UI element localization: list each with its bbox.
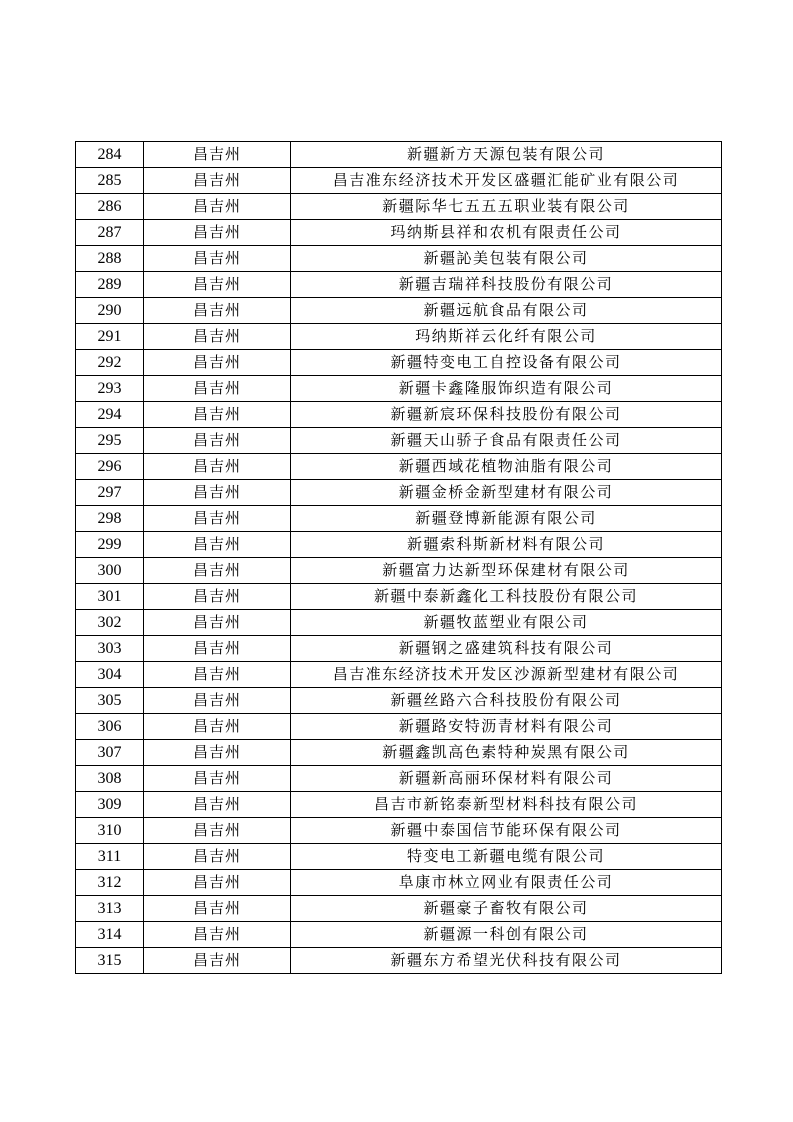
company-name-cell: 新疆西域花植物油脂有限公司 [291, 454, 722, 480]
table-row [76, 896, 722, 922]
table-row [76, 870, 722, 896]
region-cell: 昌吉州 [144, 792, 291, 818]
row-number-cell: 310 [76, 818, 144, 844]
row-number-cell: 286 [76, 194, 144, 220]
row-number-cell: 304 [76, 662, 144, 688]
company-name-cell: 新疆新方天源包装有限公司 [291, 142, 722, 168]
row-number-cell: 301 [76, 584, 144, 610]
region-cell: 昌吉州 [144, 532, 291, 558]
row-number-cell: 303 [76, 636, 144, 662]
table-row [76, 610, 722, 636]
region-cell: 昌吉州 [144, 480, 291, 506]
region-cell: 昌吉州 [144, 454, 291, 480]
table-row [76, 688, 722, 714]
row-number-cell: 306 [76, 714, 144, 740]
company-name-cell: 新疆富力达新型环保建材有限公司 [291, 558, 722, 584]
company-name-cell: 玛纳斯县祥和农机有限责任公司 [291, 220, 722, 246]
company-name-cell: 新疆钢之盛建筑科技有限公司 [291, 636, 722, 662]
region-cell: 昌吉州 [144, 168, 291, 194]
region-cell: 昌吉州 [144, 948, 291, 974]
row-number-cell: 291 [76, 324, 144, 350]
region-cell: 昌吉州 [144, 246, 291, 272]
table-row [76, 324, 722, 350]
table-row [76, 766, 722, 792]
row-number-cell: 299 [76, 532, 144, 558]
table-row [76, 454, 722, 480]
company-name-cell: 新疆特变电工自控设备有限公司 [291, 350, 722, 376]
region-cell: 昌吉州 [144, 636, 291, 662]
company-name-cell: 新疆中泰新鑫化工科技股份有限公司 [291, 584, 722, 610]
row-number-cell: 309 [76, 792, 144, 818]
row-number-cell: 307 [76, 740, 144, 766]
region-cell: 昌吉州 [144, 506, 291, 532]
region-cell: 昌吉州 [144, 844, 291, 870]
table-row [76, 428, 722, 454]
table-row [76, 636, 722, 662]
table-row [76, 818, 722, 844]
region-cell: 昌吉州 [144, 870, 291, 896]
region-cell: 昌吉州 [144, 142, 291, 168]
company-list-body [76, 142, 722, 974]
row-number-cell: 305 [76, 688, 144, 714]
region-cell: 昌吉州 [144, 220, 291, 246]
table-row [76, 506, 722, 532]
company-name-cell: 新疆远航食品有限公司 [291, 298, 722, 324]
row-number-cell: 312 [76, 870, 144, 896]
row-number-cell: 308 [76, 766, 144, 792]
company-name-cell: 新疆天山骄子食品有限责任公司 [291, 428, 722, 454]
company-name-cell: 新疆牧蓝塑业有限公司 [291, 610, 722, 636]
table-row [76, 714, 722, 740]
row-number-cell: 297 [76, 480, 144, 506]
region-cell: 昌吉州 [144, 350, 291, 376]
region-cell: 昌吉州 [144, 766, 291, 792]
row-number-cell: 314 [76, 922, 144, 948]
region-cell: 昌吉州 [144, 558, 291, 584]
region-cell: 昌吉州 [144, 194, 291, 220]
row-number-cell: 298 [76, 506, 144, 532]
row-number-cell: 284 [76, 142, 144, 168]
region-cell: 昌吉州 [144, 922, 291, 948]
table-row [76, 376, 722, 402]
row-number-cell: 313 [76, 896, 144, 922]
region-cell: 昌吉州 [144, 740, 291, 766]
company-name-cell: 新疆新高丽环保材料有限公司 [291, 766, 722, 792]
region-cell: 昌吉州 [144, 324, 291, 350]
company-name-cell: 新疆际华七五五五职业装有限公司 [291, 194, 722, 220]
row-number-cell: 288 [76, 246, 144, 272]
region-cell: 昌吉州 [144, 688, 291, 714]
company-name-cell: 新疆索科斯新材料有限公司 [291, 532, 722, 558]
company-name-cell: 新疆新宸环保科技股份有限公司 [291, 402, 722, 428]
row-number-cell: 293 [76, 376, 144, 402]
company-name-cell: 玛纳斯祥云化纤有限公司 [291, 324, 722, 350]
table-row [76, 922, 722, 948]
row-number-cell: 285 [76, 168, 144, 194]
table-row [76, 246, 722, 272]
table-row [76, 662, 722, 688]
region-cell: 昌吉州 [144, 428, 291, 454]
table-row [76, 142, 722, 168]
row-number-cell: 294 [76, 402, 144, 428]
region-cell: 昌吉州 [144, 402, 291, 428]
table-row [76, 350, 722, 376]
region-cell: 昌吉州 [144, 298, 291, 324]
table-row [76, 402, 722, 428]
table-row [76, 558, 722, 584]
table-row [76, 792, 722, 818]
region-cell: 昌吉州 [144, 662, 291, 688]
table-row [76, 948, 722, 974]
company-name-cell: 新疆登博新能源有限公司 [291, 506, 722, 532]
table-row [76, 480, 722, 506]
company-name-cell: 新疆卡鑫隆服饰织造有限公司 [291, 376, 722, 402]
company-name-cell: 新疆中泰国信节能环保有限公司 [291, 818, 722, 844]
region-cell: 昌吉州 [144, 272, 291, 298]
company-name-cell: 新疆吉瑞祥科技股份有限公司 [291, 272, 722, 298]
table-row [76, 532, 722, 558]
region-cell: 昌吉州 [144, 714, 291, 740]
company-name-cell: 新疆丝路六合科技股份有限公司 [291, 688, 722, 714]
row-number-cell: 289 [76, 272, 144, 298]
table-row [76, 220, 722, 246]
row-number-cell: 302 [76, 610, 144, 636]
table-row [76, 584, 722, 610]
company-name-cell: 新疆訫美包装有限公司 [291, 246, 722, 272]
company-name-cell: 特变电工新疆电缆有限公司 [291, 844, 722, 870]
row-number-cell: 296 [76, 454, 144, 480]
table-row [76, 272, 722, 298]
row-number-cell: 311 [76, 844, 144, 870]
company-name-cell: 新疆鑫凯高色素特种炭黑有限公司 [291, 740, 722, 766]
company-name-cell: 新疆东方希望光伏科技有限公司 [291, 948, 722, 974]
company-list-table [75, 141, 722, 974]
region-cell: 昌吉州 [144, 584, 291, 610]
company-name-cell: 新疆金桥金新型建材有限公司 [291, 480, 722, 506]
company-name-cell: 昌吉市新铭泰新型材料科技有限公司 [291, 792, 722, 818]
company-name-cell: 阜康市林立网业有限责任公司 [291, 870, 722, 896]
company-name-cell: 新疆豪子畜牧有限公司 [291, 896, 722, 922]
region-cell: 昌吉州 [144, 610, 291, 636]
company-name-cell: 昌吉准东经济技术开发区盛疆汇能矿业有限公司 [291, 168, 722, 194]
row-number-cell: 290 [76, 298, 144, 324]
table-row [76, 740, 722, 766]
table-row [76, 168, 722, 194]
row-number-cell: 315 [76, 948, 144, 974]
company-name-cell: 新疆路安特沥青材料有限公司 [291, 714, 722, 740]
region-cell: 昌吉州 [144, 896, 291, 922]
region-cell: 昌吉州 [144, 818, 291, 844]
row-number-cell: 287 [76, 220, 144, 246]
table-row [76, 298, 722, 324]
table-row [76, 194, 722, 220]
row-number-cell: 292 [76, 350, 144, 376]
row-number-cell: 300 [76, 558, 144, 584]
company-name-cell: 昌吉准东经济技术开发区沙源新型建材有限公司 [291, 662, 722, 688]
row-number-cell: 295 [76, 428, 144, 454]
table-row [76, 844, 722, 870]
company-name-cell: 新疆源一科创有限公司 [291, 922, 722, 948]
region-cell: 昌吉州 [144, 376, 291, 402]
